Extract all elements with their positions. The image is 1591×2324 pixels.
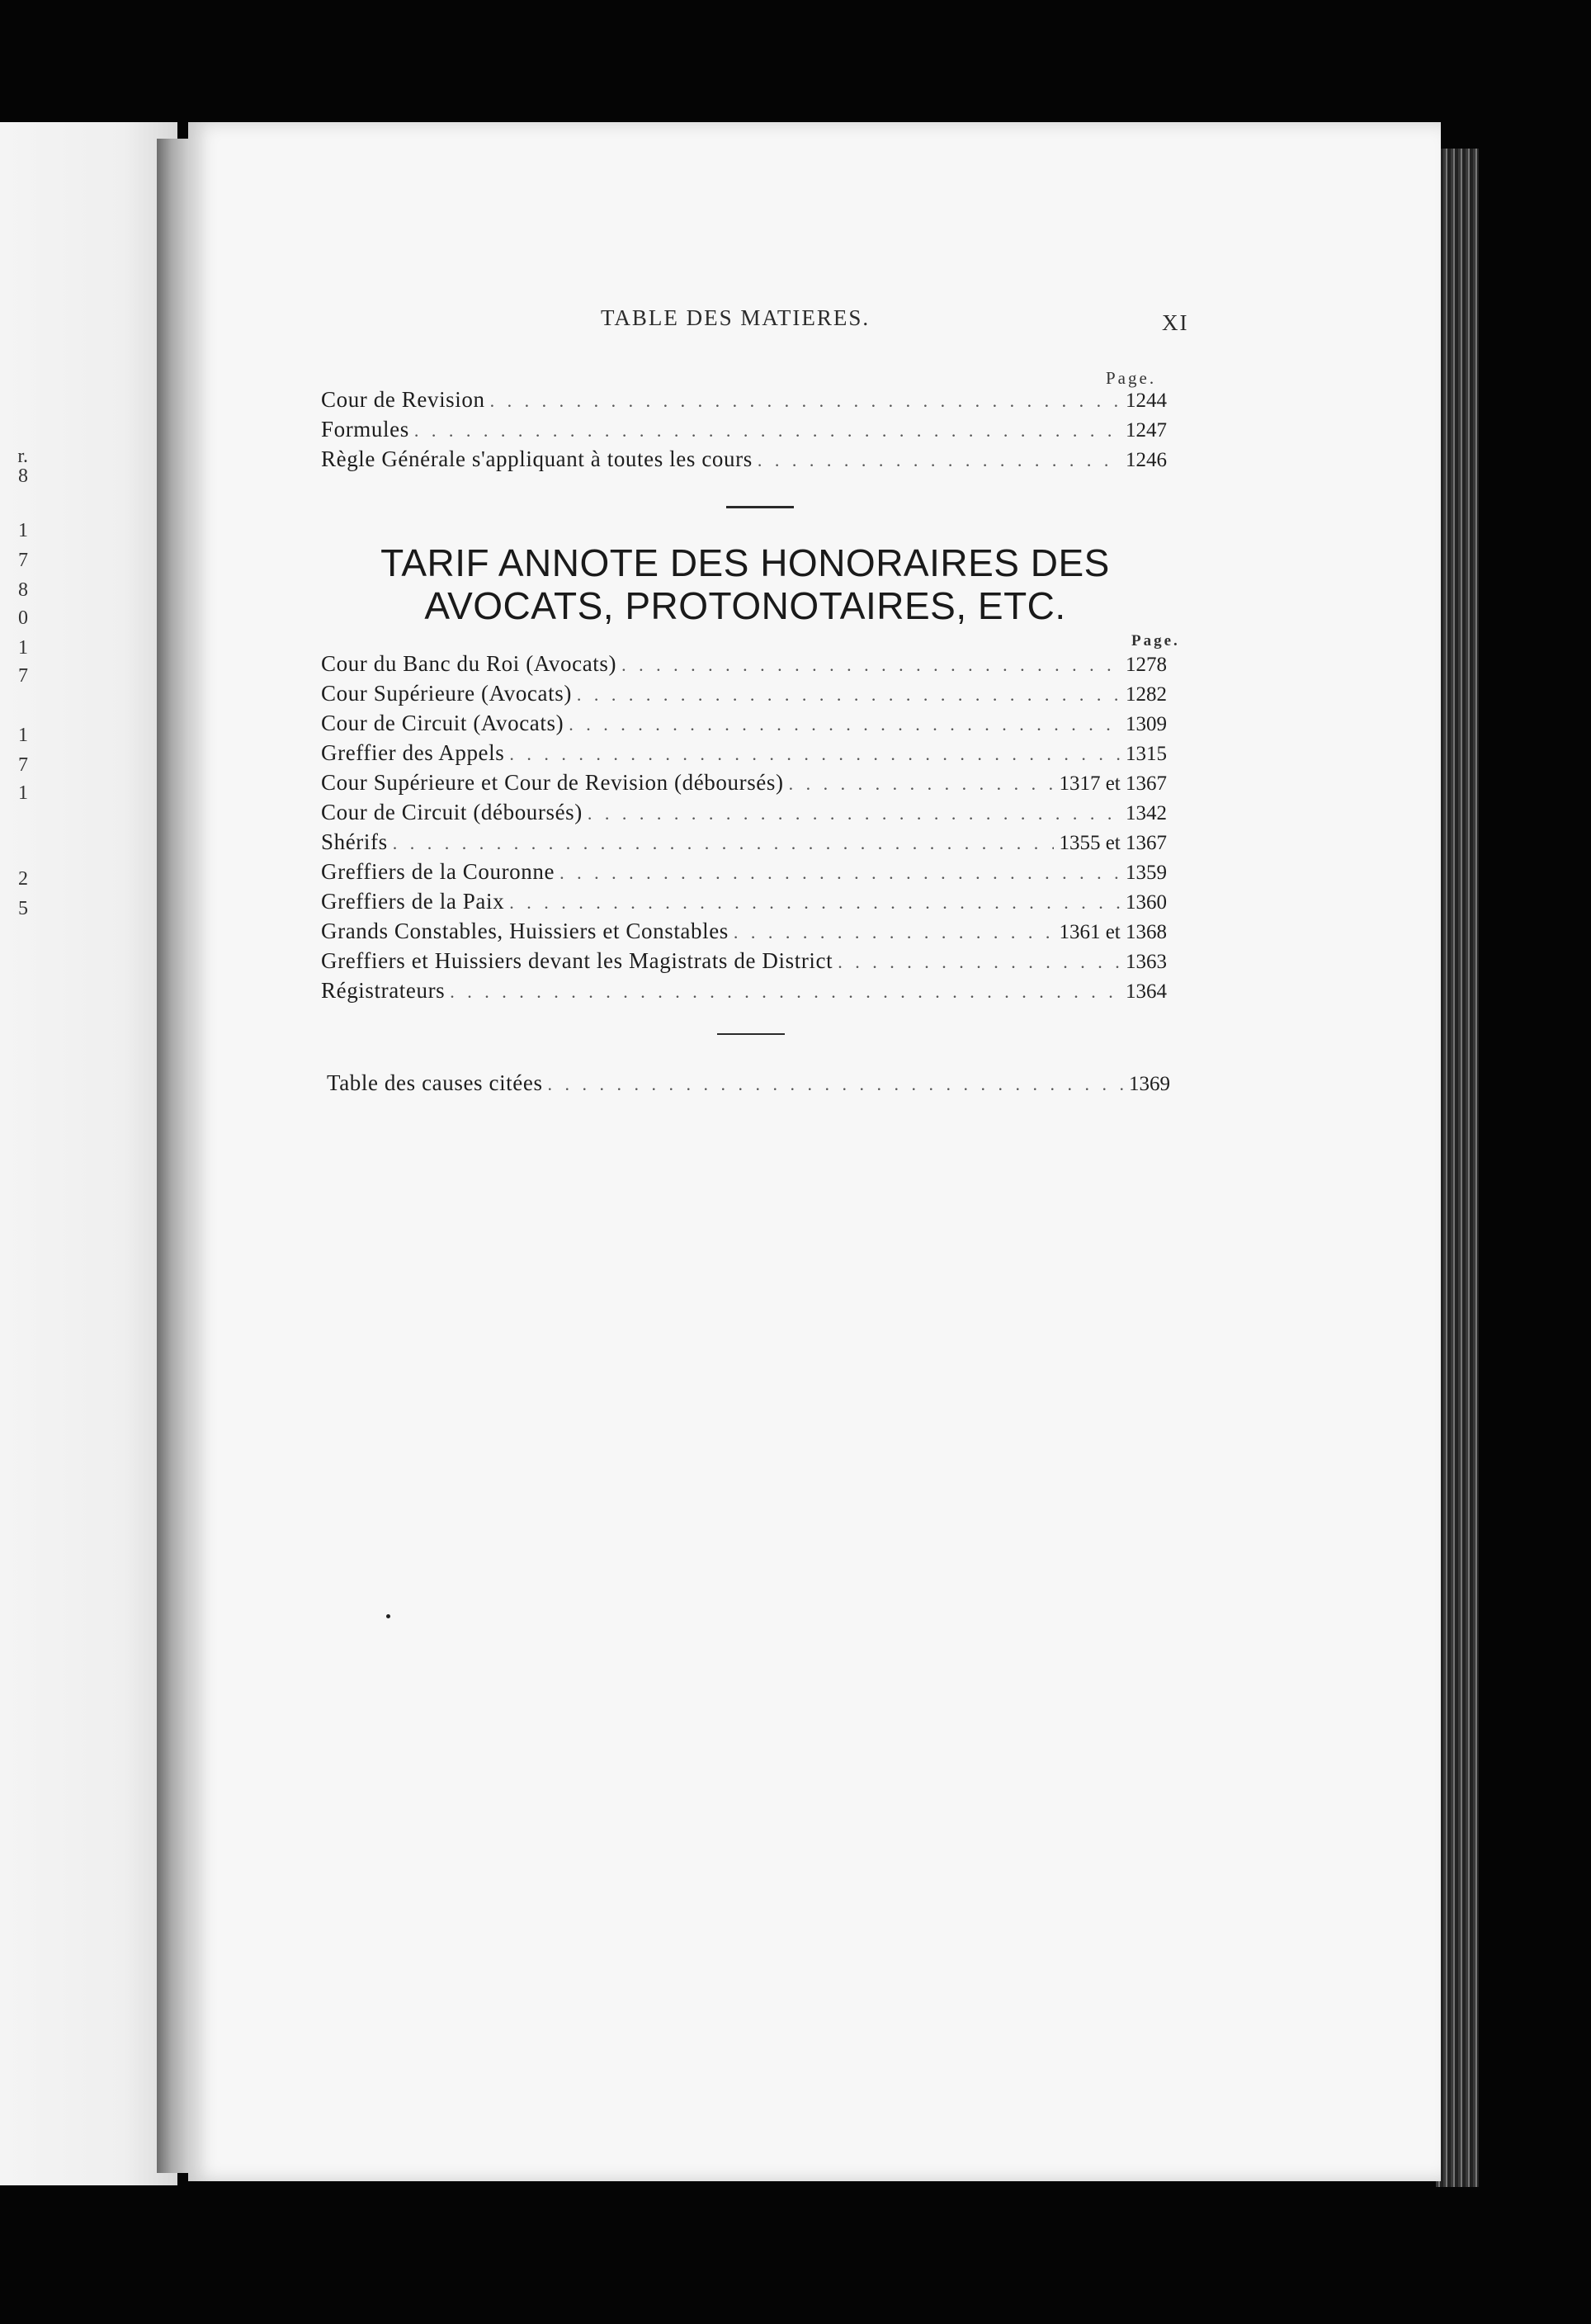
- toc-entry[interactable]: [321, 916, 1167, 946]
- edge-char: 7: [18, 550, 28, 571]
- toc-entry-page: 1369: [1129, 1073, 1170, 1095]
- section-title-line: TARIF ANNOTE DES HONORAIRES DES: [380, 541, 1110, 584]
- toc-entry[interactable]: [321, 827, 1167, 857]
- toc-entry-page: 1360: [1126, 891, 1167, 914]
- toc-entry-page: 1282: [1126, 683, 1167, 706]
- leader-dots: [789, 769, 1055, 799]
- leader-dots: [509, 888, 1121, 918]
- toc-entry-page: 1309: [1126, 713, 1167, 735]
- toc-entry-page: 1364: [1126, 980, 1167, 1003]
- toc-entry-page: 1342: [1126, 802, 1167, 824]
- section-divider: [717, 1033, 785, 1035]
- toc-entry-page: 1244: [1126, 390, 1167, 412]
- toc-entry[interactable]: [321, 886, 1167, 916]
- running-head: TABLE DES MATIERES.: [601, 305, 871, 330]
- toc-top-list: [321, 385, 1167, 474]
- edge-char: 1: [18, 725, 28, 746]
- edge-char: 1: [18, 520, 28, 541]
- toc-entry-page: 1359: [1126, 862, 1167, 884]
- leader-dots: [588, 799, 1121, 829]
- leader-dots: [548, 1070, 1124, 1099]
- toc-entry[interactable]: [321, 444, 1167, 474]
- toc-entry-label: Cour de Circuit (déboursés): [321, 800, 583, 824]
- section-title: [320, 541, 1170, 627]
- toc-entry-label: Règle Générale s'appliquant à toutes les cours: [321, 446, 753, 471]
- edge-char: 0: [18, 607, 28, 629]
- leader-dots: [414, 416, 1121, 446]
- toc-entry[interactable]: [321, 649, 1167, 678]
- leader-dots: [758, 446, 1121, 475]
- toc-entry-label: Greffier des Appels: [321, 740, 505, 765]
- causes-list: [327, 1068, 1170, 1098]
- toc-entry-page: 1246: [1126, 449, 1167, 471]
- book-page: [188, 122, 1441, 2181]
- edge-char: 8: [18, 465, 28, 487]
- toc-entry-page: 1361 et 1368: [1059, 921, 1167, 943]
- toc-entry[interactable]: [321, 797, 1167, 827]
- toc-entry-label: Grands Constables, Huissiers et Constables: [321, 919, 729, 943]
- leader-dots: [569, 710, 1121, 739]
- edge-char: 5: [18, 898, 28, 919]
- toc-entry-label: Cour de Revision: [321, 387, 485, 412]
- toc-entry[interactable]: [321, 946, 1167, 975]
- toc-entry-page: 1247: [1126, 419, 1167, 442]
- toc-entry[interactable]: [327, 1068, 1170, 1098]
- toc-entry-label: Cour de Circuit (Avocats): [321, 711, 564, 735]
- toc-entry[interactable]: [321, 738, 1167, 768]
- toc-entry[interactable]: [321, 857, 1167, 886]
- left-page-edge-text: [0, 122, 33, 2185]
- left-page: [0, 122, 177, 2185]
- leader-dots: [734, 918, 1055, 947]
- toc-entry[interactable]: [321, 708, 1167, 738]
- page-column-label: Page.: [1131, 632, 1180, 649]
- toc-entry-label: Greffiers de la Couronne: [321, 859, 555, 884]
- toc-entry[interactable]: [321, 975, 1167, 1005]
- toc-entry[interactable]: [321, 414, 1167, 444]
- edge-char: 1: [18, 782, 28, 804]
- toc-entry-label: Greffiers et Huissiers devant les Magistrats de District: [321, 948, 833, 973]
- toc-entry-label: Greffiers de la Paix: [321, 889, 505, 914]
- toc-entry-page: 1315: [1126, 743, 1167, 765]
- page-column-label: Page.: [1106, 368, 1157, 388]
- leader-dots: [559, 858, 1121, 888]
- edge-char: 1: [18, 637, 28, 659]
- leader-dots: [393, 829, 1055, 858]
- toc-entry[interactable]: [321, 678, 1167, 708]
- toc-entry[interactable]: [321, 385, 1167, 414]
- edge-char: 7: [18, 665, 28, 687]
- leader-dots: [490, 386, 1121, 416]
- edge-char: 7: [18, 754, 28, 776]
- edge-char: 2: [18, 868, 28, 890]
- leader-dots: [577, 680, 1121, 710]
- tariff-toc-list: [321, 649, 1167, 1005]
- leader-dots: [450, 977, 1121, 1007]
- toc-entry[interactable]: [321, 768, 1167, 797]
- leader-dots: [509, 739, 1121, 769]
- toc-entry-label: Shérifs: [321, 829, 388, 854]
- toc-entry-page: 1317 et 1367: [1059, 772, 1167, 795]
- leader-dots: [621, 650, 1121, 680]
- page-number: XI: [1162, 310, 1189, 335]
- paper-speck: [386, 1614, 390, 1618]
- toc-entry-label: Formules: [321, 417, 409, 442]
- edge-char: 8: [18, 579, 28, 601]
- leader-dots: [838, 947, 1121, 977]
- edge-char: r.: [17, 446, 28, 467]
- section-title-line: AVOCATS, PROTONOTAIRES, ETC.: [424, 584, 1066, 627]
- toc-entry-page: 1278: [1126, 654, 1167, 676]
- toc-entry-label: Cour du Banc du Roi (Avocats): [321, 651, 617, 676]
- toc-entry-label: Régistrateurs: [321, 978, 446, 1003]
- toc-entry-label: Cour Supérieure et Cour de Revision (déboursés): [321, 770, 784, 795]
- section-divider: [726, 506, 794, 508]
- page-stack-edge: [1436, 149, 1479, 2187]
- toc-entry-label: Table des causes citées: [327, 1070, 543, 1095]
- toc-entry-page: 1363: [1126, 951, 1167, 973]
- toc-entry-label: Cour Supérieure (Avocats): [321, 681, 572, 706]
- toc-entry-page: 1355 et 1367: [1059, 832, 1167, 854]
